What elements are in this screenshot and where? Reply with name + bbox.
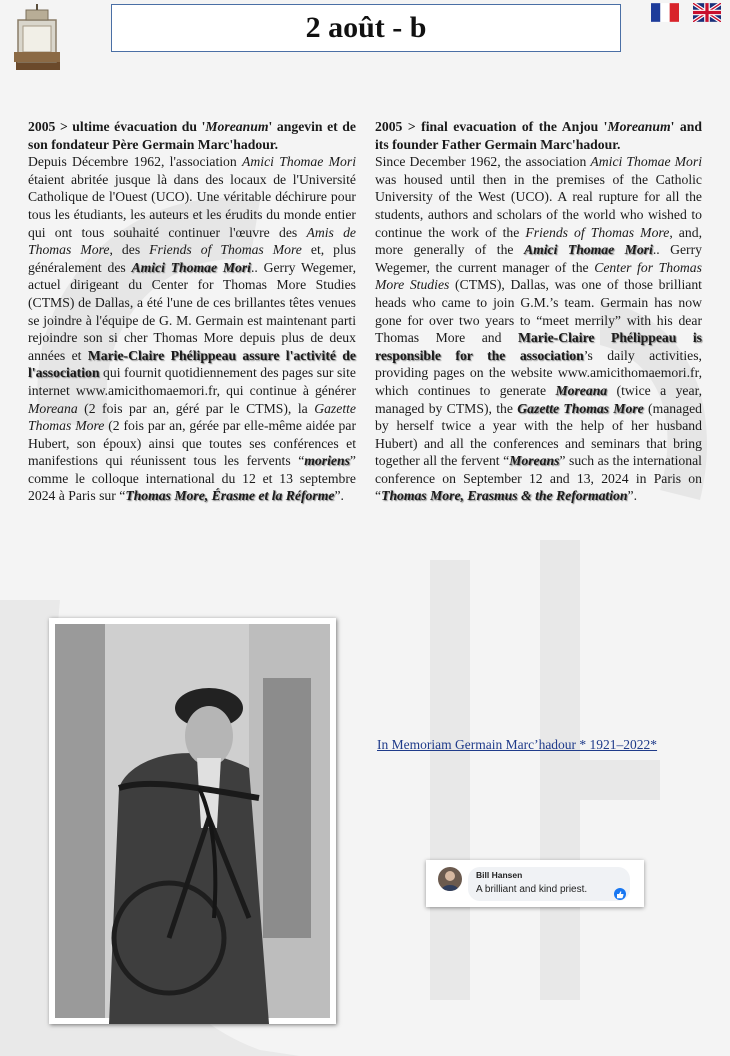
english-heading (375, 118, 702, 153)
title-box (111, 4, 621, 52)
like-icon[interactable] (614, 888, 626, 900)
french-paragraph: Depuis Décembre 1962, l'association Amici Thomae Mori étaient abritée jusque là dans des locaux de l'Université Catholique de l'Ouest (UCO). Une véritable déchirure pour tous les étudiants, les auteurs et les érudits du monde entier qui ont tous souhaité continuer l'œuvre des Amis de Thomas More, des Friends of Thomas More et, plus généralement des Amici Thomae Mori.. Gerry Wegemer, actuel dirigeant du Center for Thomas More Studies (CTMS) de Dallas, a été l'une de ces brillantes têtes venues se joindre à l'équipe de G. M. Germain est maintenant parti rejoindre son si cher Thomas More depuis plus de deux années et Marie-Claire Phélippeau assure l'activité de l'association qui fournit quotidiennement des pages sur site internet www.amicithomaemori.fr, qui continue à générer Moreana (2 fois par an, géré par le CTMS), la Gazette Thomas More (2 fois par an, gérée par elle-même aidée par Hubert, son époux) ainsi que toutes ses conférences et manifestions qui réunissent tous les fervents “moriens” comme le colloque international du 12 et 13 septembre 2024 à Paris sur “Thomas More, Érasme et la Réforme”. (28, 154, 356, 504)
french-heading-name: Moreanum (205, 119, 269, 134)
french-column (28, 118, 356, 505)
english-paragraph: Since December 1962, the association Amici Thomae Mori was housed until then in the premises of the Catholic University of the West (UCO). A real rupture for all the students, authors and scholars of the world who wished to continue the work of the Friends of Thomas More, and, more generally of the Amici Thomae Mori.. Gerry Wegemer, the current manager of the Center for Thomas More Studies (CTMS), Dallas, was one of those brilliant heads who came to join G.M.’s team. Germain has now gone for over two years to “meet merrily” with his dear Thomas More and Marie-Claire Phélippeau is responsible for the association’s daily activities, providing pages on the website www.amicithomaemori.fr, which continues to generate Moreana (twice a year, managed by CTMS), the Gazette Thomas More (managed by herself twice a year with the help of her husband Hubert) and all the conferences and seminars that bring together all the fervent “Moreans” such as the international conference on September 12 and 13, 2024 in Paris on “Thomas More, Erasmus & the Reformation”. (375, 154, 703, 504)
french-heading-rest: ' angevin et de son fondateur Père Germain Marc'hadour. (28, 119, 356, 152)
user-avatar-icon (438, 867, 462, 891)
comment-card (426, 860, 644, 907)
comment-author[interactable]: Bill Hansen (476, 870, 523, 880)
in-memoriam-link[interactable]: In Memoriam Germain Marc’hadour * 1921–2022* (377, 737, 658, 752)
english-heading-name: Moreanum (607, 119, 671, 134)
french-heading-lead: 2005 > ultime évacuation du ' (28, 119, 206, 134)
french-flag-icon[interactable] (651, 3, 679, 22)
page-title: 2 août - b (305, 11, 427, 44)
english-column (375, 118, 702, 505)
comment-bubble (468, 867, 630, 901)
uk-flag-icon[interactable] (693, 3, 721, 22)
avatar[interactable] (438, 867, 462, 891)
printing-press-image (6, 4, 68, 72)
comment-text: A brilliant and kind priest. (476, 884, 588, 895)
thumbs-up-icon (614, 889, 626, 901)
french-heading (28, 118, 356, 153)
germain-bicycle-photo (49, 618, 336, 1024)
english-heading-rest: ' and its founder Father Germain Marc'hadour. (375, 119, 702, 152)
english-heading-lead: 2005 > final evacuation of the Anjou ' (375, 119, 608, 134)
